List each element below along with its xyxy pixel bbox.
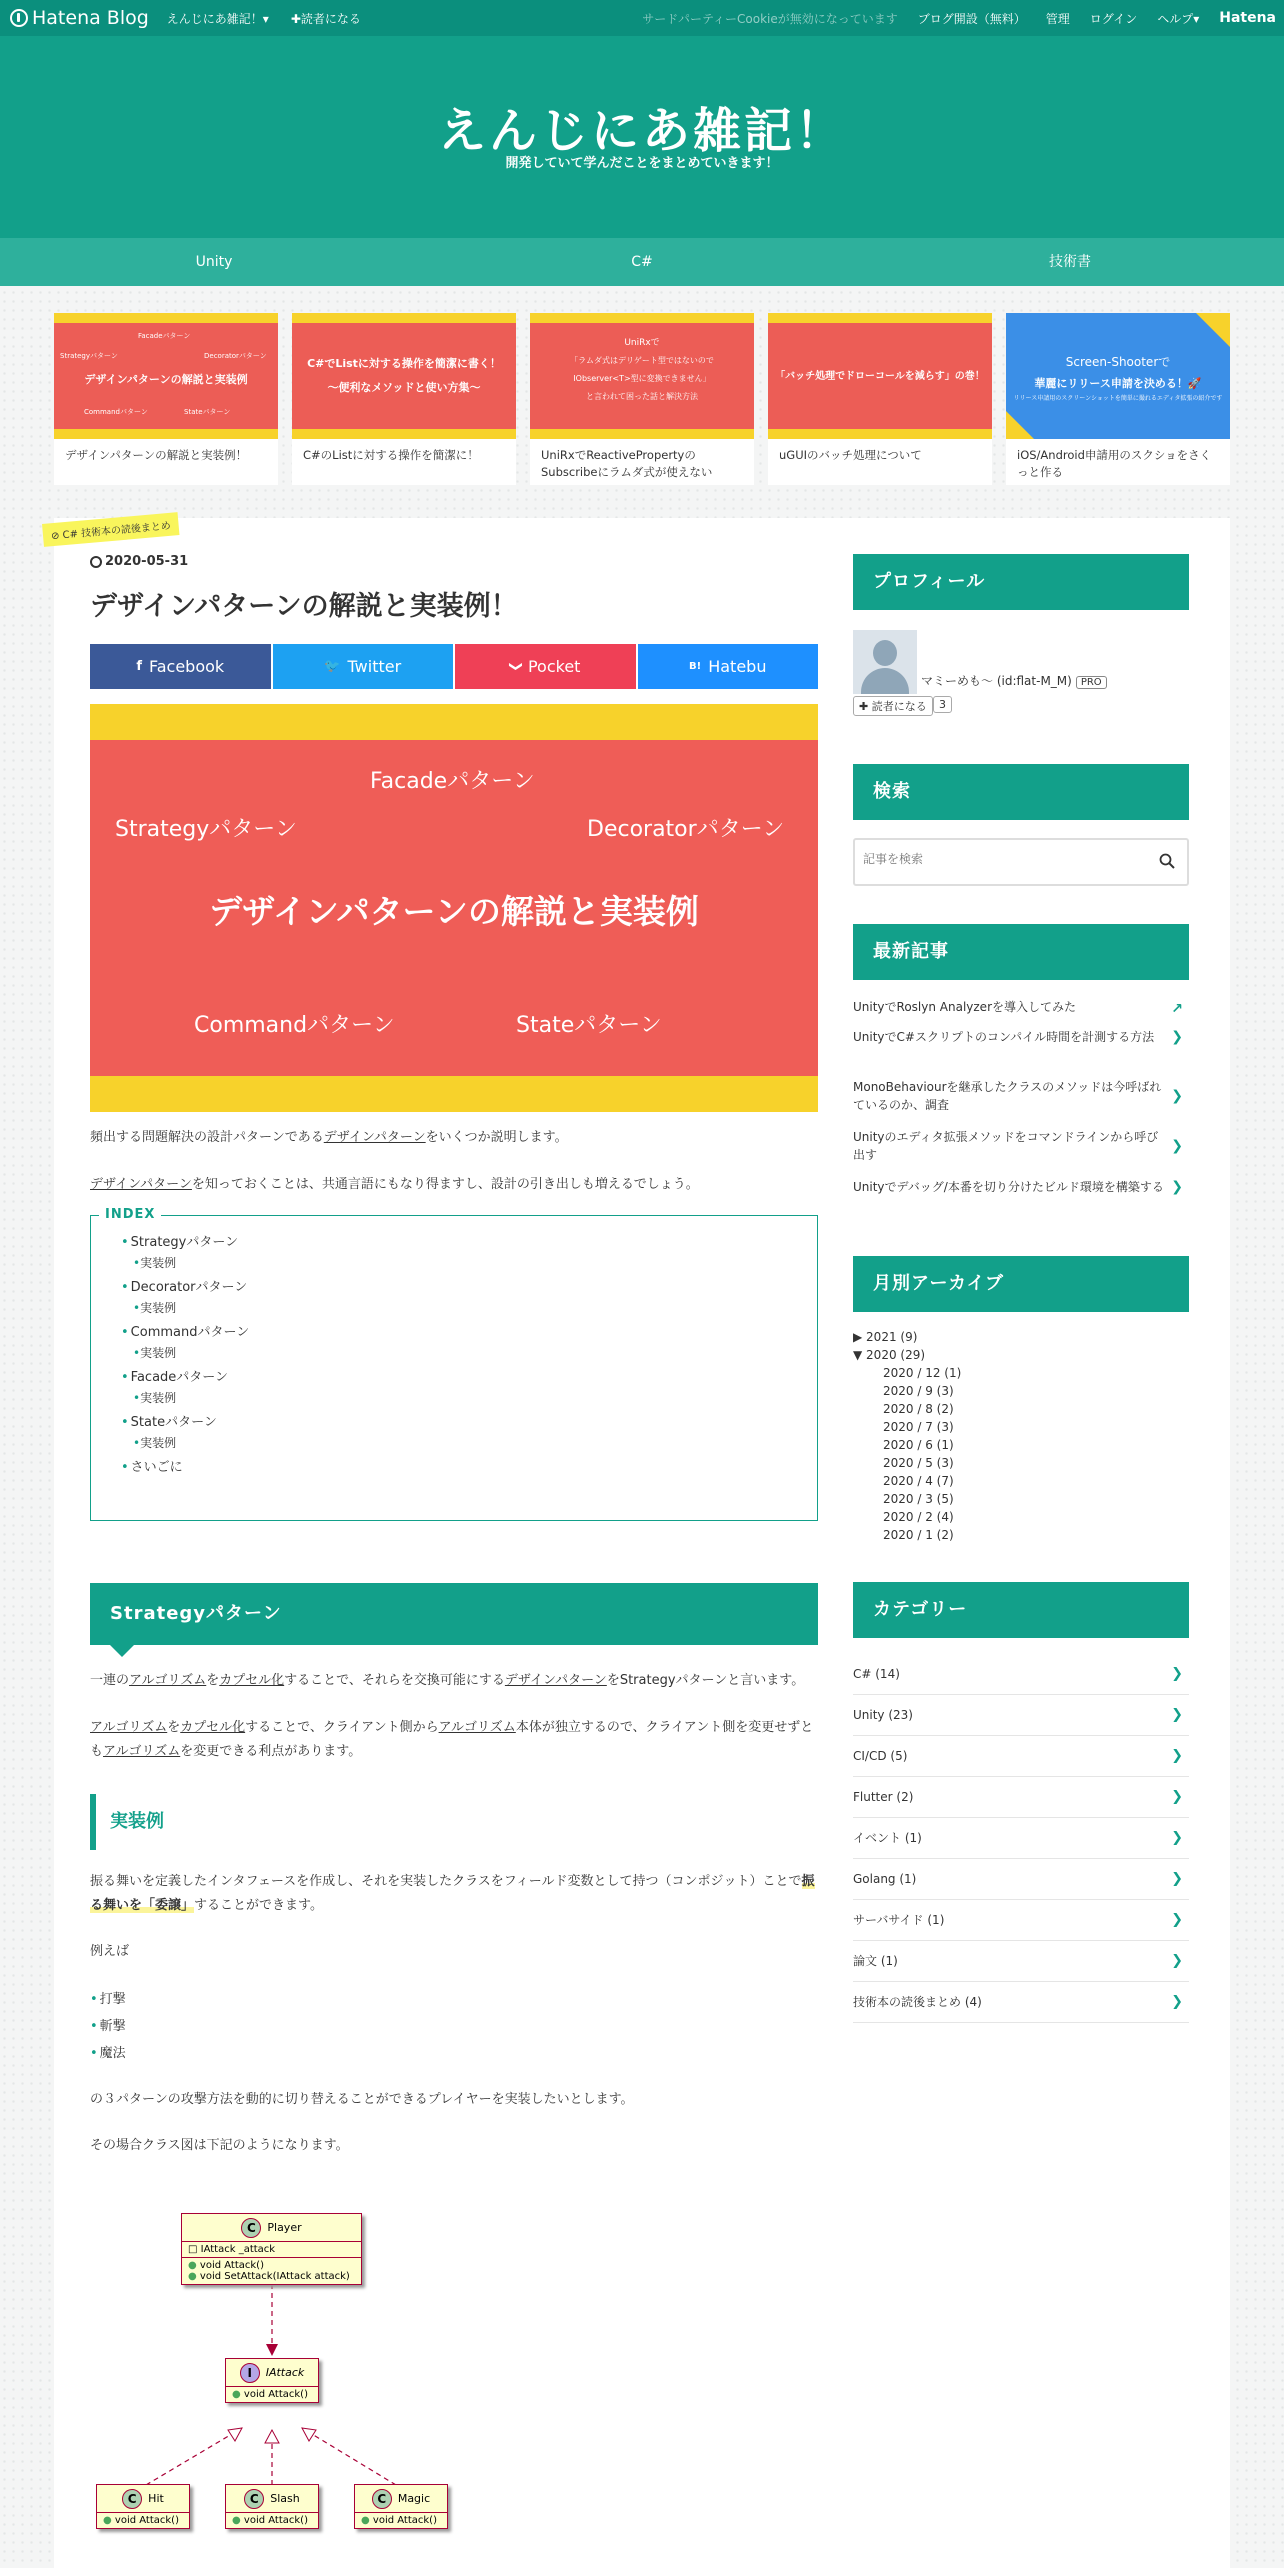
category-item[interactable] — [853, 1777, 1189, 1818]
public-icon: ● — [361, 2515, 373, 2526]
sidebar-search-heading: 検索 — [853, 764, 1189, 820]
thumb-title: デザインパターンの解説と実装例 — [84, 373, 248, 386]
body-paragraph: の３パターンの攻撃方法を動的に切り替えることができるプレイヤーを実装したいとします。 — [90, 2092, 634, 2107]
featured-caption[interactable]: uGUIのバッチ処理について — [779, 448, 922, 462]
body-paragraph: 例えば — [90, 1944, 130, 1959]
post-date-text: 2020-05-31 — [105, 554, 189, 569]
profile-name-text: マミーめも〜 (id:flat-M_M) — [921, 674, 1072, 688]
eyecatch-title: デザインパターンの解説と実装例 — [209, 892, 699, 931]
category-label: Golang (1) — [853, 1872, 917, 1886]
recent-entry-title: UnityでC#スクリプトのコンパイル時間を計測する方法 — [853, 1030, 1155, 1044]
sidebar-archive-heading: 月別アーカイブ — [853, 1256, 1189, 1312]
search-input[interactable] — [863, 852, 1143, 866]
class-icon: C — [372, 2489, 392, 2509]
category-item[interactable] — [853, 1695, 1189, 1736]
recent-entry[interactable] — [853, 1128, 1189, 1164]
intro-paragraph — [90, 1126, 818, 1150]
category-item[interactable] — [853, 1654, 1189, 1695]
toc-item[interactable] — [121, 1322, 817, 1344]
text: 振る舞いを定義したインタフェースを作成し、それを実装したクラスをフィールド変数として持つ（コンポジット）ことで — [90, 1874, 802, 1889]
uml-method — [226, 2513, 318, 2528]
thumb-title: 「バッチ処理でドローコールを減らす」の巻！ — [775, 371, 985, 382]
recent-entry-title: Unityのエディタ拡張メソッドをコマンドラインから呼び出す — [853, 1130, 1159, 1162]
thumb-line: 「ラムダ式はデリゲート型ではないので — [570, 356, 714, 365]
bullet-icon: • — [90, 2046, 98, 2061]
body-paragraph — [90, 1870, 818, 1918]
archive-month[interactable]: 2020 / 5 (3) — [883, 1456, 954, 1470]
featured-card[interactable] — [292, 313, 516, 485]
text: 本体が独立するので、クライアント側を変更せずとも — [90, 1720, 814, 1759]
blog-header — [0, 36, 1284, 238]
uml-field-text: IAttack _attack — [200, 2244, 276, 2255]
global-nav — [0, 238, 1284, 286]
hatebu-icon: B! — [689, 661, 702, 672]
toc-subitem[interactable] — [121, 1434, 817, 1451]
thumb-label: Stateパターン — [184, 408, 231, 416]
hatena-blog-logo-text: Hatena Blog — [32, 7, 149, 29]
list-item-text: 斬撃 — [99, 2019, 126, 2034]
chevron-right-icon: ❯ — [1171, 1829, 1183, 1846]
toc-item[interactable] — [121, 1412, 817, 1434]
chevron-right-icon: ❯ — [1171, 1088, 1183, 1104]
body-paragraph — [90, 1716, 818, 1764]
subscriber-count: 3 — [933, 696, 952, 713]
chevron-right-icon: ❯ — [1171, 1911, 1183, 1928]
class-icon: C — [244, 2489, 264, 2509]
intro-paragraph — [90, 1173, 818, 1197]
public-icon: ● — [188, 2271, 200, 2282]
toc-item[interactable] — [121, 1277, 817, 1299]
text: を — [167, 1720, 181, 1735]
sidebar-recent-heading: 最新記事 — [853, 924, 1189, 980]
help-menu[interactable]: ヘルプ▾ — [1157, 11, 1200, 26]
uml-method-text: void Attack() — [243, 2515, 308, 2526]
hatena-blog-logo[interactable] — [10, 7, 149, 29]
uml-class-magic — [354, 2484, 448, 2529]
archive-month[interactable]: 2020 / 7 (3) — [883, 1420, 954, 1434]
featured-thumbnail — [292, 313, 516, 439]
toc-label: Decoratorパターン — [130, 1280, 248, 1295]
class-icon: C — [122, 2489, 142, 2509]
featured-card[interactable] — [54, 313, 278, 485]
start-blog-link[interactable]: ブログ開設（無料） — [917, 11, 1026, 26]
share-label: Hatebu — [708, 657, 767, 676]
eyecatch-label: Stateパターン — [516, 1013, 662, 1038]
profile-name[interactable] — [921, 672, 1107, 689]
article-title[interactable]: デザインパターンの解説と実装例！ — [90, 591, 518, 622]
category-label: C# (14) — [853, 1667, 900, 1681]
eyecatch-label: Decoratorパターン — [587, 817, 785, 842]
featured-card[interactable] — [1006, 313, 1230, 485]
featured-thumbnail — [54, 313, 278, 439]
keyword-link[interactable]: デザインパターン — [323, 1130, 426, 1145]
subsection-heading: 実装例 — [90, 1794, 818, 1850]
table-of-contents — [90, 1207, 818, 1521]
section-heading: Strategyパターン — [90, 1583, 818, 1645]
bullet-icon: • — [133, 1346, 141, 1360]
text: を知っておくことは、共通言語にもなり得ますし、設計の引き出しも増えるでしょう。 — [191, 1177, 699, 1192]
nav-item-unity[interactable]: Unity — [195, 254, 233, 270]
bullet-icon: • — [121, 1325, 129, 1340]
bullet-icon: • — [133, 1436, 141, 1450]
private-icon: □ — [188, 2244, 201, 2255]
thumb-line: 華麗にリリース申請を決める！🚀 — [1034, 377, 1202, 390]
facebook-icon: f — [136, 659, 142, 674]
blog-description: 開発していて学んだことをまとめていきます！ — [505, 156, 779, 171]
thumb-label: Facadeパターン — [138, 332, 191, 340]
archive-month[interactable]: 2020 / 8 (2) — [883, 1402, 954, 1416]
toc-label: 実装例 — [140, 1301, 177, 1315]
text: を変更できる利点があります。 — [180, 1744, 362, 1759]
text: 頻出する問題解決の設計パターンである — [90, 1130, 324, 1145]
text: することで、クライアント側から — [245, 1720, 439, 1735]
archive-month[interactable]: 2020 / 3 (5) — [883, 1492, 954, 1506]
toc-label: 実装例 — [140, 1391, 177, 1405]
hatena-top-bar — [0, 0, 1284, 36]
uml-class-slash — [225, 2484, 319, 2529]
avatar-body — [861, 668, 909, 694]
uml-class-name: Magic — [397, 2492, 431, 2505]
hatena-logo-icon — [10, 9, 28, 27]
category-label: 論文 (1) — [853, 1954, 898, 1968]
eyecatch-label: Commandパターン — [194, 1013, 395, 1038]
uml-method — [355, 2513, 447, 2528]
realization-line — [146, 2428, 242, 2485]
chevron-right-icon: ❯ — [1171, 1179, 1183, 1195]
uml-class-hit — [96, 2484, 190, 2529]
text: することができます。 — [194, 1898, 323, 1913]
public-icon: ● — [103, 2515, 115, 2526]
thumb-line: Screen-Shooterで — [1065, 355, 1171, 369]
text: することで、それらを交換可能にする — [284, 1673, 505, 1688]
eyecatch-label: Facadeパターン — [370, 769, 535, 794]
bullet-icon: • — [121, 1370, 129, 1385]
subscribe-button[interactable]: ✚ 読者になる — [853, 696, 933, 716]
featured-caption[interactable]: デザインパターンの解説と実装例！ — [65, 448, 248, 462]
uml-interface-iattack — [225, 2358, 319, 2403]
uml-class-name: IAttack — [265, 2366, 305, 2379]
uml-class-header — [97, 2485, 189, 2513]
class-icon: C — [241, 2218, 261, 2238]
body-paragraph: その場合クラス図は下記のようになります。 — [90, 2138, 349, 2153]
category-label: Unity (23) — [853, 1708, 913, 1722]
text: をいくつか説明します。 — [425, 1130, 568, 1145]
uml-method — [188, 2260, 355, 2271]
toc-label: Facadeパターン — [130, 1370, 229, 1385]
thumb-title: C#でListに対する操作を簡潔に書く！ — [307, 357, 501, 370]
sidebar-profile-heading: プロフィール — [853, 554, 1189, 610]
topbar-subscribe-link[interactable]: ✚読者になる — [290, 11, 361, 26]
list-item — [90, 1986, 818, 2013]
category-label: 技術本の読後まとめ (4) — [853, 1995, 982, 2009]
bullet-icon: • — [133, 1256, 141, 1270]
highlighted-text: 振る舞いを「委譲」 — [90, 1874, 815, 1913]
login-link[interactable]: ログイン — [1089, 11, 1138, 26]
search-icon[interactable] — [1159, 853, 1175, 869]
realization-arrowhead — [302, 2428, 316, 2441]
featured-thumbnail — [530, 313, 754, 439]
uml-class-player — [181, 2213, 362, 2285]
public-icon: ● — [232, 2515, 244, 2526]
pro-badge: PRO — [1076, 676, 1107, 689]
bullet-icon: • — [90, 2019, 98, 2034]
category-item[interactable] — [853, 1900, 1189, 1941]
realization-line — [302, 2428, 396, 2485]
archive-month[interactable]: 2020 / 2 (4) — [883, 1510, 954, 1524]
archive-month[interactable]: 2020 / 9 (3) — [883, 1384, 954, 1398]
featured-card[interactable] — [530, 313, 754, 485]
avatar-head — [873, 640, 897, 666]
toc-subitem[interactable] — [121, 1299, 817, 1316]
chevron-right-icon: ❯ — [1171, 1029, 1183, 1045]
eyecatch-image — [90, 704, 818, 1112]
thumb-label: Decoratorパターン — [204, 352, 267, 360]
featured-caption[interactable]: UniRxでReactivePropertyのSubscribeにラムダ式が使えない — [541, 448, 713, 479]
archive-month[interactable]: 2020 / 4 (7) — [883, 1474, 954, 1488]
public-icon: ● — [188, 2260, 200, 2271]
keyword-link[interactable]: デザインパターン — [90, 1177, 192, 1192]
bullet-icon: • — [121, 1280, 129, 1295]
toc-item[interactable] — [121, 1367, 817, 1389]
tag-icon: ⊘ C# — [50, 528, 82, 543]
toc-label: 実装例 — [140, 1256, 177, 1270]
toc-item[interactable] — [121, 1232, 817, 1254]
keyword-link[interactable]: カプセル化 — [219, 1673, 285, 1688]
chevron-right-icon: ❯ — [1171, 1993, 1183, 2010]
toc-label: 実装例 — [140, 1346, 177, 1360]
post-date[interactable] — [90, 554, 818, 569]
text: を — [206, 1673, 220, 1688]
uml-class-name: Player — [267, 2221, 302, 2234]
text: 一連の — [90, 1673, 130, 1688]
thumb-corner-decoration — [1006, 411, 1034, 439]
admin-link[interactable]: 管理 — [1045, 11, 1070, 26]
toc-label: 実装例 — [140, 1436, 177, 1450]
toc-label: Commandパターン — [130, 1325, 250, 1340]
keyword-link[interactable]: アルゴリズム — [438, 1720, 516, 1735]
list-item — [90, 2040, 818, 2067]
uml-methods — [182, 2258, 361, 2284]
toc-subitem[interactable] — [121, 1254, 817, 1271]
keyword-link[interactable]: アルゴリズム — [129, 1673, 207, 1688]
blog-title[interactable]: えんじにあ雑記！ — [437, 103, 846, 159]
thumb-corner-decoration — [1196, 313, 1230, 347]
chevron-right-icon: ❯ — [1171, 1747, 1183, 1764]
chevron-right-icon: ❯ — [1171, 1665, 1183, 1682]
toc-label: Stateパターン — [130, 1415, 217, 1430]
attack-list — [90, 1986, 818, 2067]
thumb-line: UniRxで — [624, 338, 660, 348]
uml-method — [97, 2513, 189, 2528]
keyword-link[interactable]: カプセル化 — [180, 1720, 246, 1735]
list-item — [90, 2013, 818, 2040]
realization-arrowhead — [228, 2428, 242, 2441]
archive-month[interactable]: 2020 / 12 (1) — [883, 1366, 962, 1380]
cookie-notice: サードパーティーCookieが無効になっています — [642, 11, 898, 26]
toc-label: さいごに — [130, 1460, 183, 1475]
recent-entry[interactable] — [853, 1178, 1189, 1196]
uml-method-text: void Attack() — [372, 2515, 437, 2526]
realization-arrowhead — [265, 2430, 279, 2443]
blog-selector[interactable]: えんじにあ雑記！▾ — [166, 11, 269, 26]
keyword-link[interactable]: デザインパターン — [504, 1673, 607, 1688]
text: をStrategyパターンと言います。 — [606, 1673, 805, 1688]
nav-item-tech-books[interactable]: 技術書 — [1049, 254, 1091, 270]
recent-entry-title: Unityでデバッグ/本番を切り分けたビルド環境を構築する — [853, 1180, 1164, 1194]
toc-label: Strategyパターン — [130, 1235, 239, 1250]
archive-month[interactable]: 2020 / 1 (2) — [883, 1528, 954, 1542]
bullet-icon: • — [133, 1391, 141, 1405]
hatena-logo-text: Hatena — [1219, 10, 1276, 26]
thumb-line: と言われて困った話と解決方法 — [586, 392, 698, 401]
list-item-text: 魔法 — [99, 2046, 126, 2061]
chevron-right-icon: ❯ — [1171, 1952, 1183, 1969]
featured-caption[interactable]: iOS/Android申請用のスクショをさくっと作る — [1017, 448, 1212, 479]
category-item[interactable] — [853, 1982, 1189, 2023]
category-item[interactable] — [853, 1736, 1189, 1777]
uml-class-header — [226, 2359, 318, 2387]
uml-method-text: void SetAttack(IAttack attack) — [199, 2271, 350, 2282]
share-label: Facebook — [148, 657, 225, 676]
featured-card[interactable] — [768, 313, 992, 485]
thumb-label: Strategyパターン — [60, 352, 118, 360]
search-box — [853, 838, 1189, 886]
bullet-icon: • — [121, 1235, 129, 1250]
uml-class-header — [226, 2485, 318, 2513]
thumb-small-text: リリース申請用のスクリーンショットを簡単に撮れるエディタ拡張の紹介です — [1013, 395, 1223, 402]
hatena-logo[interactable] — [1219, 10, 1276, 26]
toc-title: INDEX — [99, 1207, 161, 1222]
toc-subitem[interactable] — [121, 1389, 817, 1406]
bullet-icon: • — [133, 1301, 141, 1315]
category-item[interactable] — [853, 1941, 1189, 1982]
recent-entry-title: MonoBehaviourを継承したクラスのメソッドは今呼ばれているのか、調査 — [853, 1080, 1162, 1112]
category-label: CI/CD (5) — [853, 1749, 908, 1763]
uml-method-text: void Attack() — [114, 2515, 179, 2526]
category-item[interactable] — [853, 1859, 1189, 1900]
chevron-right-icon: ❯ — [1171, 1788, 1183, 1805]
dependency-arrowhead — [266, 2344, 278, 2356]
thumb-line: IObserver<T>型に変換できません」 — [573, 374, 711, 383]
sidebar-category-heading: カテゴリー — [853, 1582, 1189, 1638]
uml-method — [226, 2387, 318, 2402]
chevron-right-icon: ❯ — [1171, 1706, 1183, 1723]
share-label: Twitter — [347, 657, 402, 676]
category-tag-label: 技術本の読後まとめ — [80, 520, 172, 540]
keyword-link[interactable]: アルゴリズム — [90, 1720, 168, 1735]
recent-entry-title: UnityでRoslyn Analyzerを導入してみた — [853, 1000, 1076, 1014]
featured-thumbnail — [1006, 313, 1230, 439]
toc-item[interactable] — [121, 1457, 817, 1479]
nav-item-csharp[interactable]: C# — [631, 254, 653, 270]
share-twitter-button[interactable] — [273, 644, 454, 689]
uml-method-text: void Attack() — [243, 2389, 308, 2400]
thumb-label: Commandパターン — [84, 408, 148, 416]
uml-class-name: Hit — [148, 2492, 164, 2505]
share-pocket-button[interactable] — [455, 644, 636, 689]
category-item[interactable] — [853, 1818, 1189, 1859]
thumb-subtitle: 〜便利なメソッドと使い方集〜 — [327, 381, 481, 394]
public-icon: ● — [232, 2389, 244, 2400]
recent-entry[interactable] — [853, 998, 1189, 1016]
uml-class-header — [355, 2485, 447, 2513]
body-paragraph — [90, 1669, 818, 1693]
featured-caption[interactable]: C#のListに対する操作を簡潔に！ — [303, 448, 479, 462]
category-label: サーバサイド (1) — [853, 1913, 945, 1927]
avatar[interactable] — [853, 630, 917, 694]
chevron-right-icon: ❯ — [1171, 1138, 1183, 1154]
uml-method — [188, 2271, 355, 2282]
share-bar — [90, 644, 818, 689]
recent-entry[interactable] — [853, 1028, 1189, 1046]
category-label: イベント (1) — [853, 1831, 922, 1845]
eyecatch-label: Strategyパターン — [115, 817, 297, 842]
archive-year[interactable]: ▶ 2021 (9) — [853, 1330, 918, 1344]
bullet-icon: • — [121, 1460, 129, 1475]
uml-class-name: Slash — [270, 2492, 300, 2505]
share-hatebu-button[interactable] — [638, 644, 819, 689]
uml-method-text: void Attack() — [199, 2260, 264, 2271]
article — [90, 554, 818, 2158]
twitter-icon: 🐦 — [324, 659, 341, 674]
share-facebook-button[interactable] — [90, 644, 271, 689]
chevron-right-icon: ↗ — [1171, 1001, 1183, 1017]
share-label: Pocket — [527, 657, 581, 676]
bullet-icon: • — [121, 1415, 129, 1430]
interface-icon: I — [240, 2363, 260, 2383]
uml-class-header — [182, 2214, 361, 2242]
keyword-link[interactable]: アルゴリズム — [103, 1744, 181, 1759]
clock-icon — [90, 556, 102, 568]
featured-thumbnail — [768, 313, 992, 439]
category-label: Flutter (2) — [853, 1790, 914, 1804]
list-item-text: 打撃 — [99, 1992, 126, 2007]
toc-subitem[interactable] — [121, 1344, 817, 1361]
bullet-icon: • — [90, 1992, 98, 2007]
chevron-right-icon: ❯ — [1171, 1870, 1183, 1887]
recent-entry[interactable] — [853, 1078, 1189, 1114]
archive-year[interactable]: ▼ 2020 (29) — [853, 1348, 926, 1362]
uml-field — [182, 2242, 361, 2258]
archive-month[interactable]: 2020 / 6 (1) — [883, 1438, 954, 1452]
pocket-icon: ❯ — [508, 661, 523, 672]
